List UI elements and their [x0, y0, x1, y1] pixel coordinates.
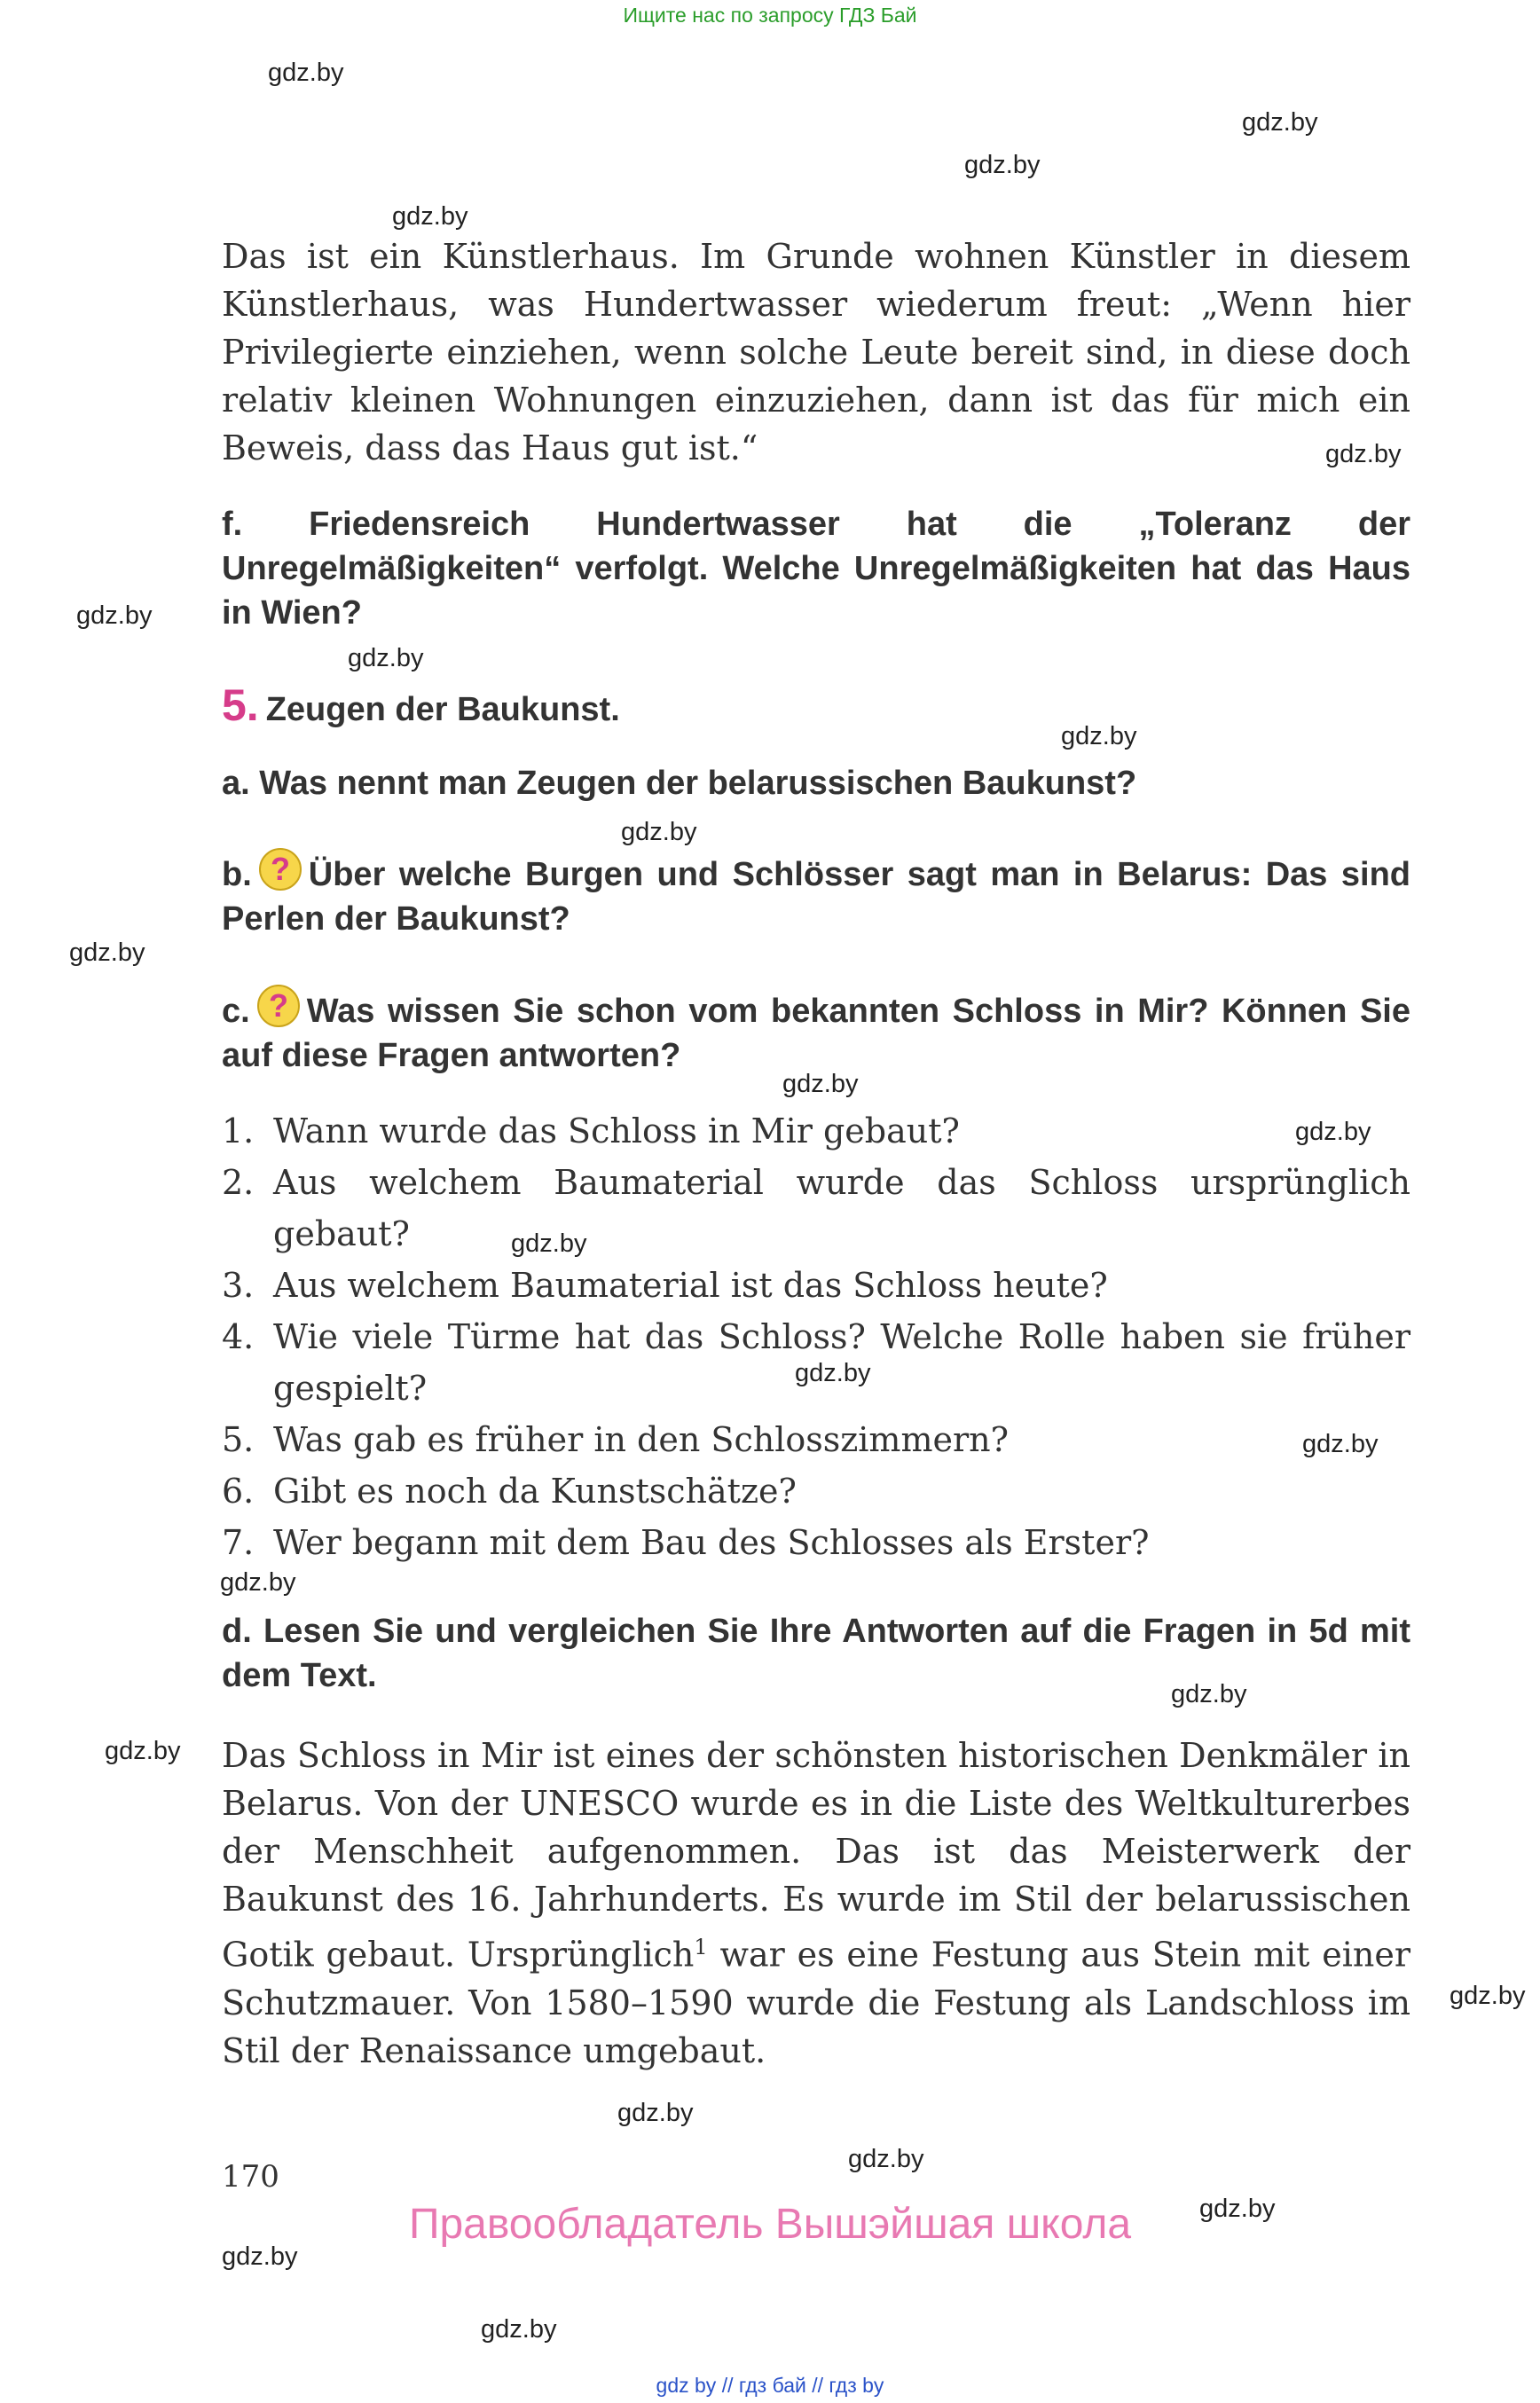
watermark: gdz.by [348, 644, 424, 672]
list-number: 6. [222, 1472, 255, 1511]
watermark: gdz.by [617, 2099, 694, 2127]
list-item [222, 1414, 1410, 1465]
list-text: Wie viele Türme hat das Schloss? Welche Rolle haben sie früher gespielt? [273, 1317, 1410, 1408]
svg-text:?: ? [270, 851, 290, 887]
paragraph-text: war es eine Festung aus Stein mit einer Schutzmauer. Von 1580–1590 wurde die Festung als Landschloss im Stil der Renaissance umgebaut. [222, 1935, 1410, 2070]
watermark: gdz.by [1199, 2195, 1276, 2223]
question-letter: b. [222, 856, 252, 893]
section-5-heading [222, 679, 620, 731]
watermark: gdz.by [511, 1229, 587, 1258]
question-f: f. Friedensreich Hundertwasser hat die „Toleranz der Unregelmäßigkeiten“ verfolgt. Welche Unregelmäßigkeiten hat das Haus in Wien? [222, 506, 1410, 632]
watermark: gdz.by [69, 938, 145, 967]
watermark: gdz.by [1450, 1982, 1526, 2010]
watermark: gdz.by [848, 2145, 924, 2173]
question-text: Über welche Burgen und Schlösser sagt man in Belarus: Das sind Perlen der Baukunst? [222, 856, 1410, 938]
question-d: d. Lesen Sie und vergleichen Sie Ihre Antworten auf die Fragen in 5d mit dem Text. [222, 1613, 1410, 1694]
list-number: 1. [222, 1111, 255, 1150]
list-number: 4. [222, 1317, 255, 1356]
watermark: gdz.by [621, 818, 697, 846]
list-number: 7. [222, 1523, 255, 1562]
question-icon [255, 983, 302, 1029]
list-item [222, 1157, 1410, 1260]
watermark: gdz.by [1302, 1430, 1379, 1458]
question-letter: c. [222, 993, 250, 1030]
watermark: gdz.by [392, 202, 468, 231]
list-number: 3. [222, 1266, 255, 1305]
question-text: Was wissen Sie schon vom bekannten Schloss in Mir? Können Sie auf diese Fragen antworten? [222, 993, 1410, 1074]
footer-links[interactable]: gdz by // гдз бай // гдз by [656, 2374, 884, 2397]
watermark: gdz.by [220, 1568, 296, 1597]
questions-list [222, 1105, 1410, 1568]
watermark: gdz.by [1242, 108, 1318, 137]
svg-text:?: ? [268, 987, 288, 1024]
header-search-link[interactable]: Ищите нас по запросу ГДЗ Бай [623, 4, 917, 27]
section-title: Zeugen der Baukunst. [265, 691, 620, 728]
section-number: 5. [222, 680, 259, 730]
list-text: Was gab es früher in den Schlosszimmern? [273, 1420, 1009, 1459]
list-text: Wer begann mit dem Bau des Schlosses als Erster? [273, 1523, 1150, 1562]
watermark: gdz.by [268, 59, 344, 87]
watermark: gdz.by [222, 2242, 298, 2271]
list-item [222, 1260, 1410, 1311]
footnote-marker[interactable]: 1 [694, 1935, 708, 1959]
question-b [222, 846, 1410, 941]
list-item [222, 1105, 1410, 1157]
page-number: 170 [222, 2159, 279, 2195]
list-text: Wann wurde das Schloss in Mir gebaut? [273, 1111, 960, 1150]
question-c [222, 983, 1410, 1078]
question-icon [257, 846, 303, 892]
watermark: gdz.by [795, 1359, 871, 1387]
watermark: gdz.by [1325, 440, 1402, 468]
watermark: gdz.by [481, 2315, 557, 2344]
list-number: 2. [222, 1163, 255, 1202]
watermark: gdz.by [1295, 1118, 1371, 1146]
paragraph-artist-house: Das ist ein Künstlerhaus. Im Grunde wohnen Künstler in diesem Künstlerhaus, was Hundertwasser wiederum freut: „Wenn hier Privilegierte einziehen, wenn solche Leute bereit sind, in diese doch relativ kleinen Wohnungen einzuziehen, dann ist das für mich ein Beweis, dass das Haus gut ist.“ [222, 237, 1410, 467]
list-text: Gibt es noch da Kunstschätze? [273, 1472, 797, 1511]
list-text: Aus welchem Baumaterial ist das Schloss heute? [273, 1266, 1108, 1305]
watermark: gdz.by [76, 601, 153, 630]
watermark: gdz.by [105, 1737, 181, 1765]
watermark: gdz.by [964, 151, 1041, 179]
watermark: gdz.by [1171, 1680, 1247, 1708]
paragraph-mir-castle [222, 1732, 1410, 2075]
watermark: gdz.by [782, 1070, 859, 1098]
list-item [222, 1311, 1410, 1414]
watermark: gdz.by [1061, 722, 1137, 750]
question-a: a. Was nennt man Zeugen der belarussischen Baukunst? [222, 765, 1137, 802]
list-text: Aus welchem Baumaterial wurde das Schloss ursprünglich gebaut? [273, 1163, 1410, 1253]
paragraph-text: Das Schloss in Mir ist eines der schönsten historischen Denkmäler in Belarus. Von der UNESCO wurde es in die Liste des Weltkulturerbes der Menschheit aufgenommen. Das ist das Meisterwerk der Baukunst des 16. Jahrhunderts. Es wurde im Stil der belarussischen Gotik gebaut. Ursprünglich [222, 1736, 1410, 1975]
list-item [222, 1517, 1410, 1568]
list-item [222, 1465, 1410, 1517]
copyright-owner: Правообладатель Вышэйшая школа [408, 2201, 1132, 2248]
list-number: 5. [222, 1420, 255, 1459]
